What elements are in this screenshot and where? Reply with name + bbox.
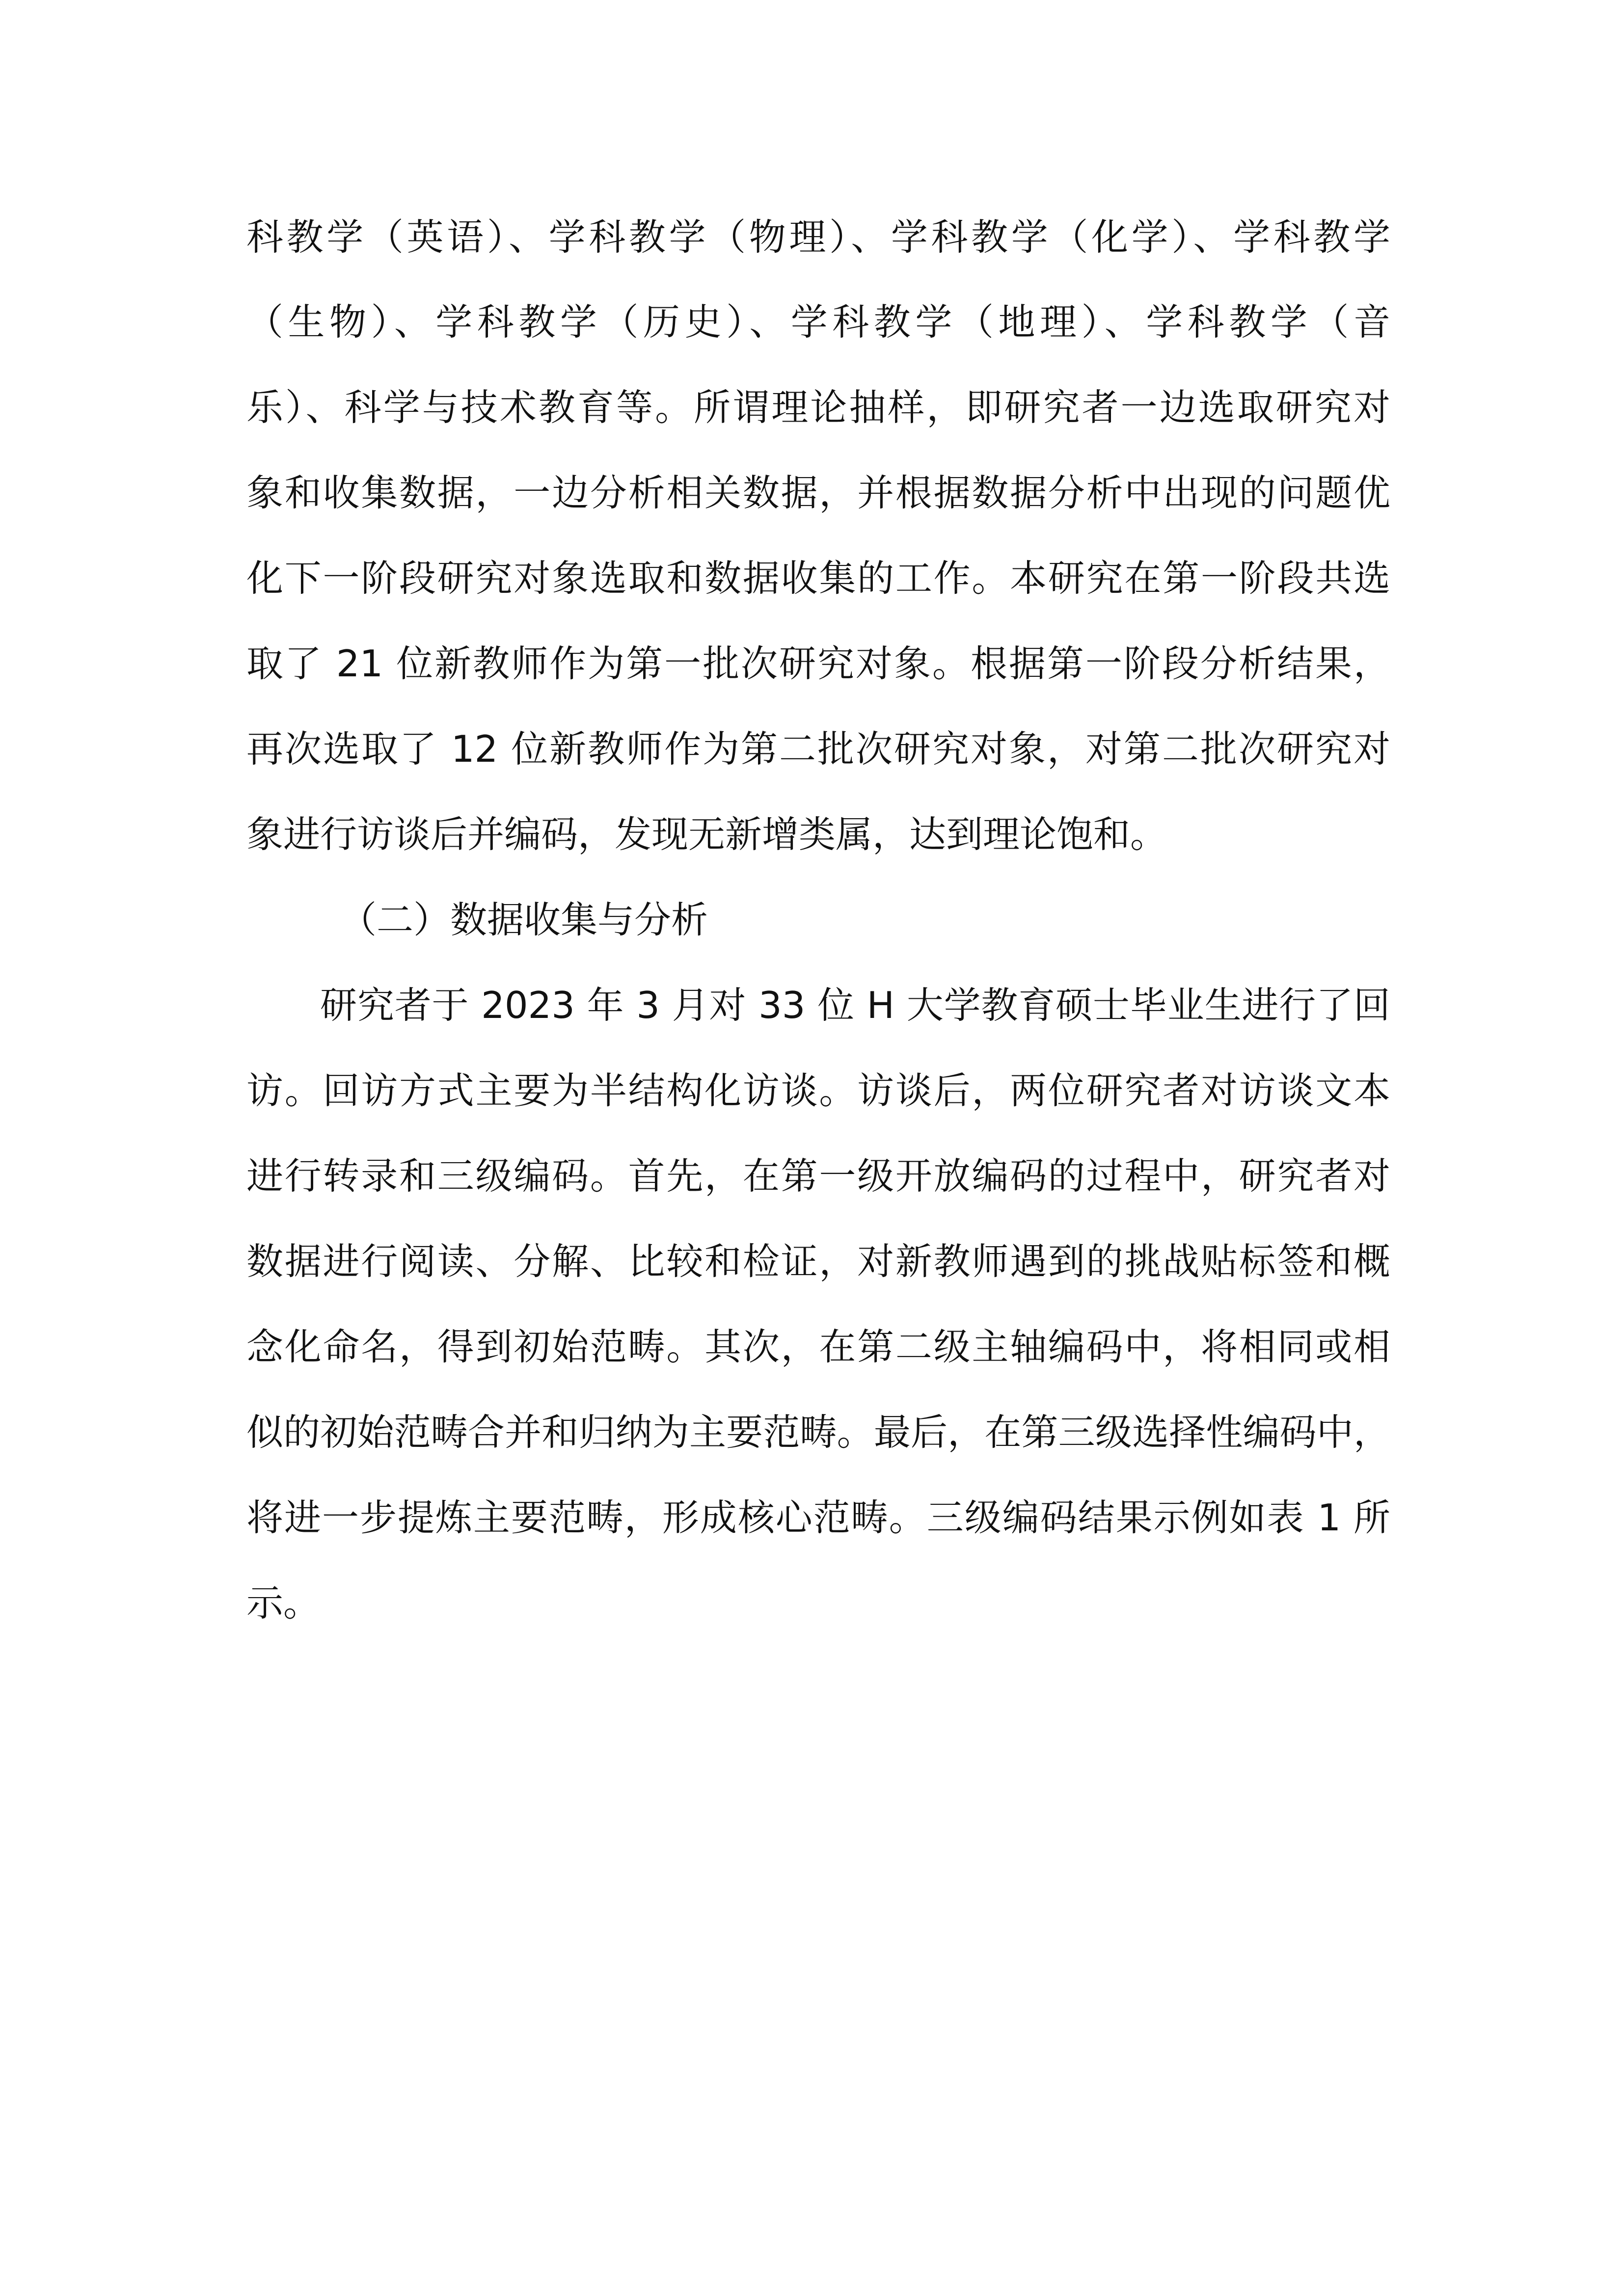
paragraph-2-line-6: 似的初始范畴合并和归纳为主要范畴。最后，在第三级选择性编码中， [246, 1411, 1390, 1454]
paragraph-1-line-2: （生物）、学科教学（历史）、学科教学（地理）、学科教学（音 [246, 300, 1390, 344]
paragraph-1-line-5: 化下一阶段研究对象选取和数据收集的工作。本研究在第一阶段共选 [246, 557, 1390, 600]
paragraph-2-line-4: 数据进行阅读、分解、比较和检证，对新教师遇到的挑战贴标签和概 [246, 1240, 1390, 1283]
paragraph-1-line-7: 再次选取了 12 位新教师作为第二批次研究对象，对第二批次研究对 [246, 727, 1390, 771]
paragraph-1-line-4: 象和收集数据，一边分析相关数据，并根据数据分析中出现的问题优 [246, 471, 1390, 514]
paragraph-1-line-8: 象进行访谈后并编码，发现无新增类属，达到理论饱和。 [246, 813, 1167, 856]
paragraph-2-line-3: 进行转录和三级编码。首先，在第一级开放编码的过程中，研究者对 [246, 1154, 1390, 1198]
paragraph-1-line-1: 科教学（英语）、学科教学（物理）、学科教学（化学）、学科教学 [246, 215, 1390, 259]
paragraph-2-line-8: 示。 [246, 1581, 321, 1625]
paragraph-2-line-7: 将进一步提炼主要范畴，形成核心范畴。三级编码结果示例如表 1 所 [246, 1496, 1390, 1539]
document-body [246, 0, 1390, 2296]
section-heading: （二）数据收集与分析 [340, 898, 708, 941]
paragraph-1-line-6: 取了 21 位新教师作为第一批次研究对象。根据第一阶段分析结果， [246, 642, 1390, 685]
paragraph-2-line-5: 念化命名，得到初始范畴。其次，在第二级主轴编码中，将相同或相 [246, 1325, 1390, 1368]
paragraph-2-line-2: 访。回访方式主要为半结构化访谈。访谈后，两位研究者对访谈文本 [246, 1069, 1390, 1112]
paragraph-2-line-1: 研究者于 2023 年 3 月对 33 位 H 大学教育硕士毕业生进行了回 [320, 984, 1390, 1027]
paragraph-1-line-3: 乐）、科学与技术教育等。所谓理论抽样，即研究者一边选取研究对 [246, 386, 1390, 429]
